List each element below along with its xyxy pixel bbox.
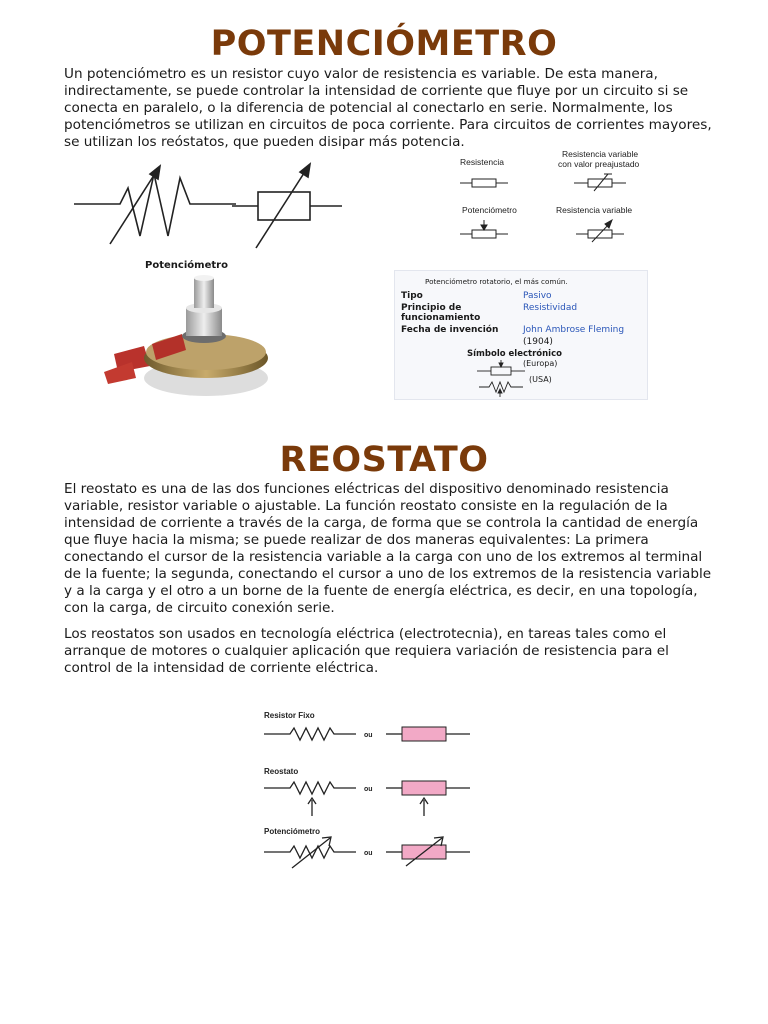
label-resistencia: Resistencia <box>460 157 504 167</box>
info-label-principio-2: funcionamiento <box>401 313 481 323</box>
label-potenciometro-comparison: Potenciómetro <box>264 827 321 836</box>
info-usa: (USA) <box>529 375 552 384</box>
info-header: Potenciómetro rotatorio, el más común. <box>425 277 568 286</box>
label-ou-2: ou <box>364 786 373 793</box>
info-symbol-heading: Símbolo electrónico <box>467 349 562 359</box>
potentiometer-image <box>74 274 299 412</box>
photo-caption: Potenciómetro <box>145 260 228 271</box>
potentiometer-zigzag <box>264 837 356 868</box>
rheostat-box <box>386 781 470 816</box>
rheostat-zigzag <box>264 782 356 816</box>
reostato-paragraph-1: El reostato es una de las dos funciones eléctricas del dispositivo denominado resistencia variable, resistor variable o ajustable. La función reostato consiste en la regulación de la intensidad de corriente a través de la carga, de forma que se controla la cantidad de energía que fluye hacia la misma; se puede realizar de dos maneras equivalentes: La primera conectando el cursor de la resistencia variable a la carga con uno de los extremos al terminal de la fuente; la segunda, conectando el cursor a uno de los extremos de la resistencia variable y a la carga y el otro a un borne de la fuente de energía eléctrica, es decir, en una topología, con la carga, de circuito conexión serie. <box>64 481 712 616</box>
potentiometer-photo <box>74 256 299 412</box>
label-reostato: Reostato <box>264 767 299 776</box>
label-resistencia-variable: Resistencia variable <box>556 205 633 215</box>
label-resistor-fixo: Resistor Fixo <box>264 711 315 720</box>
box-potentiometer-symbol <box>232 164 342 248</box>
page-title-potenciometro: POTENCIÓMETRO <box>210 24 558 64</box>
info-value-year: (1904) <box>523 337 553 347</box>
symbols-legend <box>452 150 662 245</box>
info-value-inventor[interactable]: John Ambrose Fleming <box>523 325 625 335</box>
label-ou-1: ou <box>364 732 373 739</box>
page-title-reostato: REOSTATO <box>279 440 489 480</box>
label-potenciometro: Potenciómetro <box>462 205 517 215</box>
info-label-principio-1: Principio de <box>401 303 462 313</box>
fixed-resistor-box <box>386 727 470 741</box>
zigzag-potentiometer-symbol <box>74 166 236 244</box>
reostato-paragraph-2: Los reostatos son usados en tecnología eléctrica (electrotecnia), en tareas tales como el arranque de motores o cualquier aplicación que requiera variación de resistencia para el control de la intensidad de corriente eléctrica. <box>64 626 669 676</box>
info-label-tipo: Tipo <box>401 291 423 301</box>
potenciometro-paragraph: Un potenciómetro es un resistor cuyo valor de resistencia es variable. De esta manera, indirectamente, se puede controlar la intensidad de corriente que fluye por un circuito si se conecta en paralelo, o la diferencia de potencial al conectarlo en serie. Normalmente, los potenciómetros se utilizan en circuitos de poca corriente. Para circuitos de corrientes mayores, se utilizan los reóstatos, que pueden disipar más potencia. <box>64 66 712 150</box>
fixed-resistor-zigzag <box>264 728 356 740</box>
info-box <box>394 270 648 400</box>
info-label-fecha: Fecha de invención <box>401 325 499 335</box>
resistor-comparison-diagram <box>256 702 486 872</box>
info-value-tipo[interactable]: Pasivo <box>523 291 552 301</box>
info-value-principio[interactable]: Resistividad <box>523 303 578 313</box>
label-resistencia-preajustada-1: Resistencia variable <box>562 150 639 159</box>
label-ou-3: ou <box>364 850 373 857</box>
label-resistencia-preajustada-2: con valor preajustado <box>558 159 640 169</box>
info-europa: (Europa) <box>523 359 558 368</box>
potentiometer-box <box>386 837 470 866</box>
potentiometer-symbols-large <box>70 160 360 255</box>
